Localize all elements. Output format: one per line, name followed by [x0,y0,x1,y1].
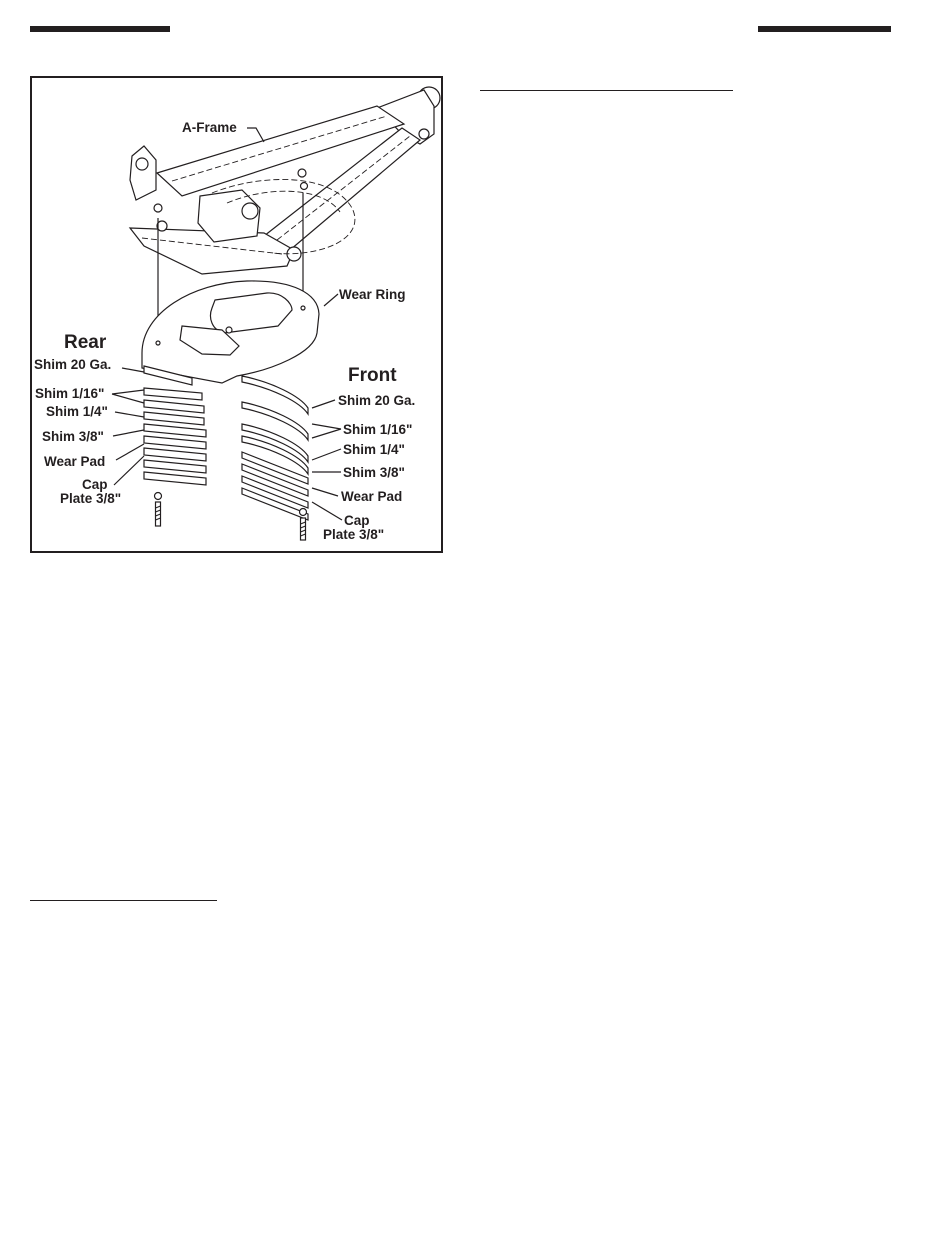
front-shim-1-4-label: Shim 1/4" [343,442,405,457]
front-wear-pad-label: Wear Pad [341,489,403,504]
rear-shim-1-4-label: Shim 1/4" [46,404,108,419]
front-cap-label-line2: Plate 3/8" [323,527,385,542]
front-shim-3-8-label: Shim 3/8" [343,465,405,480]
front-cap-label-line1: Cap [344,513,370,528]
header-bar-right [758,26,891,32]
a-frame-part [130,87,440,274]
front-shim-1-16-label: Shim 1/16" [343,422,413,437]
a-frame-label: A-Frame [182,120,237,135]
wear-ring-part [142,281,319,383]
exploded-view-figure [30,76,443,553]
front-shim-20ga-label: Shim 20 Ga. [338,393,416,408]
section-rule-left [30,900,217,901]
rear-cap-label-line1: Cap [82,477,108,492]
wear-ring-label: Wear Ring [339,287,406,302]
rear-shim-20ga-label: Shim 20 Ga. [34,357,112,372]
rear-heading: Rear [64,332,107,353]
exploded-view-drawing [32,78,441,551]
rear-cap-label-line2: Plate 3/8" [60,491,122,506]
rear-shim-1-16-label: Shim 1/16" [35,386,105,401]
rear-shim-3-8-label: Shim 3/8" [42,429,104,444]
front-shim-stack [242,376,308,540]
front-heading: Front [348,365,397,386]
header-bar-left [30,26,170,32]
rear-shim-stack [144,366,206,526]
section-rule-right [480,90,733,91]
rear-wear-pad-label: Wear Pad [44,454,106,469]
